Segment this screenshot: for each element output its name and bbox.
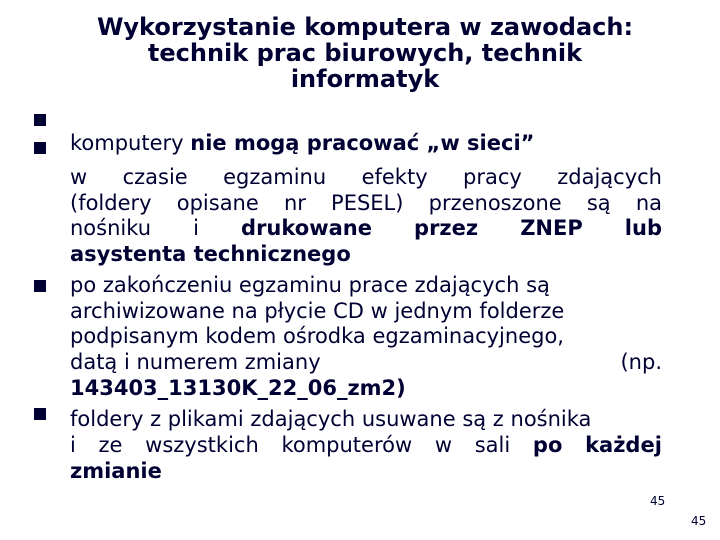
bullet-3-line-3: podpisanym kodem ośrodka egzaminacyjnego, — [70, 324, 564, 348]
word: na — [635, 191, 662, 215]
title-line-1: Wykorzystanie komputera w zawodach: — [96, 13, 634, 41]
word: opisane — [176, 191, 259, 215]
bullet-2-line-3 — [70, 216, 662, 240]
phrase: datą i numerem zmiany — [70, 350, 321, 374]
word: i — [193, 216, 199, 240]
title-line-3: informatyk — [290, 65, 440, 93]
word: pracy — [463, 165, 522, 189]
word: efekty — [361, 165, 428, 189]
word: ze — [98, 433, 123, 457]
bullet-3-line-5 — [70, 376, 662, 400]
word: są — [586, 191, 611, 215]
bullet-2-line-4 — [70, 242, 662, 266]
square-bullet-icon — [34, 408, 46, 420]
word: w — [70, 165, 88, 189]
word: sali — [474, 433, 511, 457]
word: w — [434, 433, 453, 457]
word: egzaminu — [223, 165, 327, 189]
bold-word: po — [532, 433, 563, 457]
word: czasie — [122, 165, 188, 189]
bullet-1-text: komputery — [70, 131, 191, 155]
bullet-4-line-3 — [70, 459, 662, 483]
bullet-4-line-2 — [70, 433, 662, 457]
word: zdających — [557, 165, 662, 189]
page-number-inner: 45 — [650, 494, 666, 508]
word: nr — [283, 191, 306, 215]
bold-word: każdej — [585, 433, 662, 457]
phrase: (np. — [620, 350, 662, 374]
bullet-4-line-1: foldery z plikami zdających usuwane są z nośnika — [70, 407, 592, 431]
square-bullet-icon — [34, 114, 46, 126]
word: (foldery — [70, 191, 152, 215]
word: wszystkich — [145, 433, 259, 457]
word: PESEL) — [331, 191, 404, 215]
bold-word: przez — [414, 216, 479, 240]
square-bullet-icon — [34, 142, 46, 154]
title-line-2: technik prac biurowych, technik — [147, 39, 583, 67]
bullet-3-line-4 — [70, 350, 662, 374]
bullet-3-line-1: po zakończeniu egzaminu prace zdających są — [70, 273, 550, 297]
bullet-2-line-2 — [70, 191, 662, 215]
page-number-outer: 45 — [691, 514, 707, 528]
bold-phrase: asystenta technicznego — [70, 242, 351, 266]
bold-phrase: zmianie — [70, 459, 162, 483]
bullet-1-line — [70, 131, 662, 155]
word: nośniku — [70, 216, 152, 240]
bullet-3-line-2: archiwizowane na płycie CD w jednym folderze — [70, 299, 565, 323]
square-bullet-icon — [34, 280, 46, 292]
bold-phrase: 143403_13130K_22_06_zm2) — [70, 376, 406, 400]
word: przenoszone — [428, 191, 562, 215]
bold-word: ZNEP — [520, 216, 583, 240]
bullet-2-line-1 — [70, 165, 662, 189]
word: i — [70, 433, 76, 457]
bold-word: lub — [624, 216, 662, 240]
bold-word: drukowane — [241, 216, 372, 240]
word: komputerów — [281, 433, 413, 457]
bullet-1-bold: nie mogą pracować „w sieci” — [190, 131, 535, 155]
